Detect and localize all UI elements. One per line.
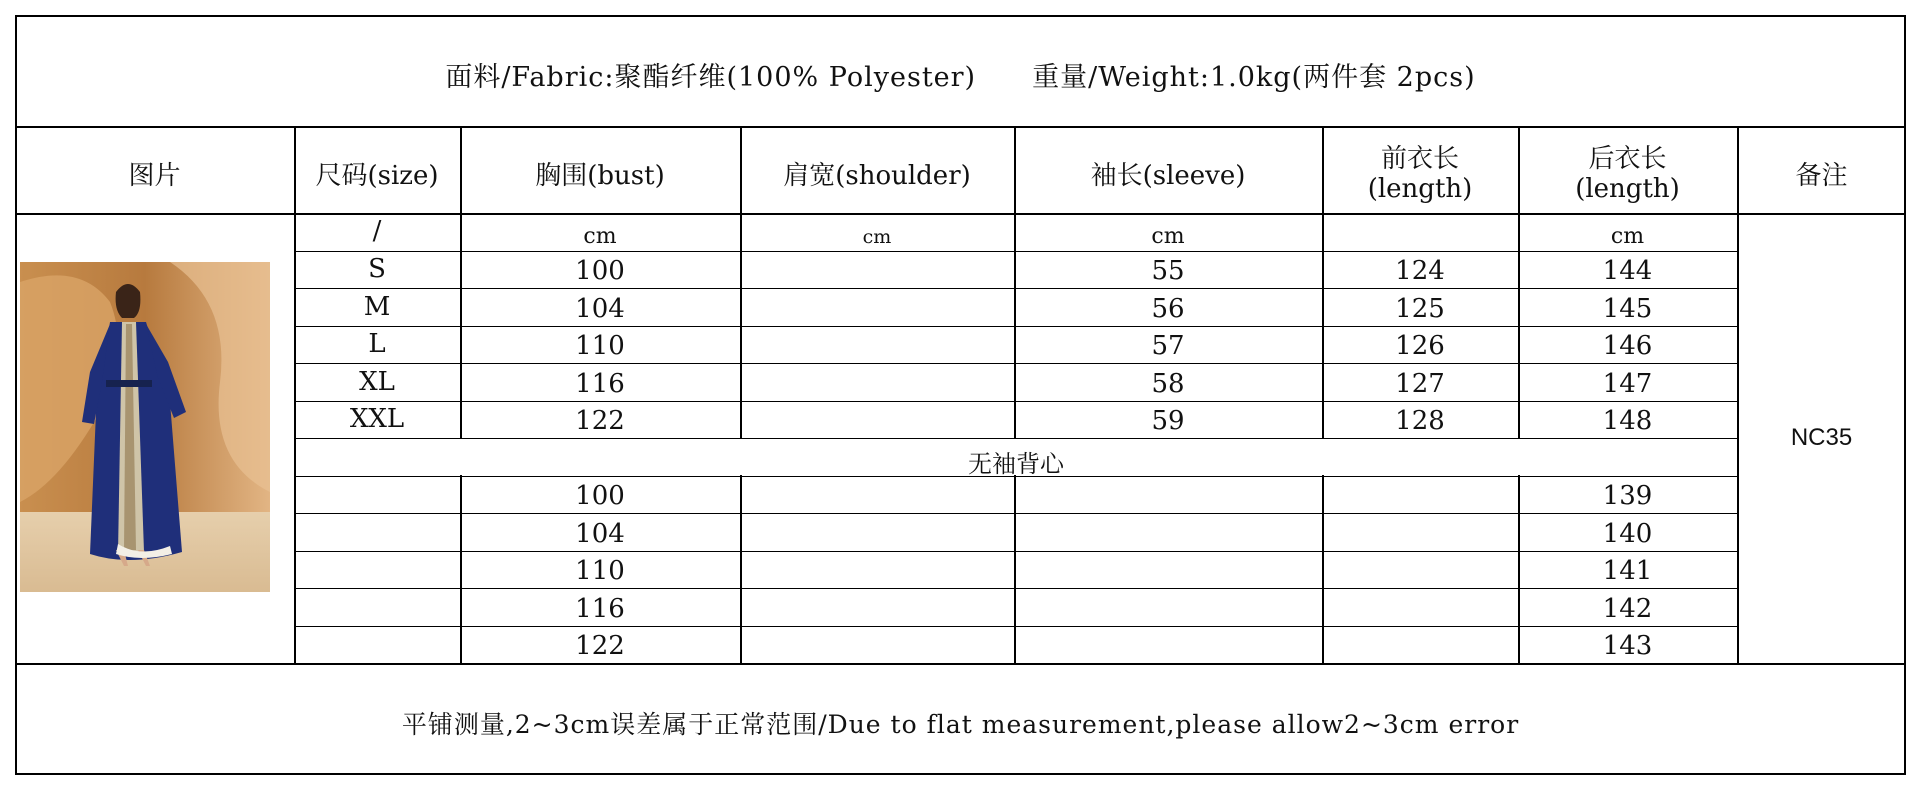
row-rule [294, 363, 1738, 364]
size-XXL: XXL [349, 404, 405, 434]
header-front-length-en: (length) [1367, 174, 1473, 204]
front-XL: 127 [1395, 369, 1445, 399]
vest-bust: 104 [575, 519, 625, 549]
col-divider [1737, 126, 1739, 665]
row-rule [294, 251, 1738, 252]
header-remark: 备注 [1795, 161, 1848, 191]
header-bust: 胸围(bust) [535, 161, 665, 191]
front-M: 125 [1395, 294, 1445, 324]
vest-back: 139 [1602, 481, 1653, 511]
vest-bust: 110 [575, 556, 625, 586]
unit-shoulder: cm [862, 226, 892, 248]
row-rule [294, 288, 1738, 289]
row-rule [294, 551, 1738, 552]
measurement-note: 平铺测量,2~3cm误差属于正常范围/Due to flat measurement,please allow2~3cm error [401, 710, 1520, 739]
header-image: 图片 [128, 161, 181, 191]
fabric-weight-title: 面料/Fabric:聚酯纤维(100% Polyester) 重量/Weight:1.0kg(两件套 2pcs) [445, 62, 1476, 93]
product-photo [20, 262, 270, 592]
vest-back: 141 [1602, 556, 1653, 586]
vest-back: 143 [1602, 631, 1653, 661]
row-rule [294, 513, 1738, 514]
front-L: 126 [1395, 331, 1445, 361]
header-top-rule [15, 126, 1906, 128]
size-XL: XL [359, 367, 395, 397]
model-in-abaya-image [20, 262, 270, 592]
header-bottom-rule [15, 213, 1906, 215]
unit-sleeve: cm [1151, 224, 1185, 249]
size-L: L [368, 329, 386, 359]
header-front-length: 前衣长 [1380, 144, 1459, 174]
back-XXL: 148 [1602, 406, 1653, 436]
vest-back: 140 [1602, 519, 1653, 549]
row-rule [294, 401, 1738, 402]
col-divider [740, 126, 742, 665]
remark-code: NC35 [1790, 424, 1853, 451]
header-back-length-en: (length) [1575, 174, 1680, 204]
sleeve-M: 56 [1151, 294, 1185, 324]
back-XL: 147 [1602, 369, 1653, 399]
bust-L: 110 [575, 331, 625, 361]
bust-S: 100 [575, 256, 625, 286]
vest-bust: 116 [575, 594, 625, 624]
footer-top-rule [15, 663, 1906, 665]
sleeve-L: 57 [1151, 331, 1185, 361]
sleeve-XXL: 59 [1151, 406, 1185, 436]
row-rule [294, 626, 1738, 627]
back-M: 145 [1602, 294, 1653, 324]
row-rule [294, 588, 1738, 589]
header-back-length: 后衣长 [1588, 144, 1667, 174]
back-S: 144 [1602, 256, 1653, 286]
bust-M: 104 [575, 294, 625, 324]
unit-bust: cm [583, 224, 617, 249]
vest-bust: 122 [575, 631, 625, 661]
header-size: 尺码(size) [315, 161, 439, 191]
unit-size: / [372, 216, 382, 246]
header-sleeve: 袖长(sleeve) [1090, 161, 1246, 191]
vest-bust: 100 [575, 481, 625, 511]
front-XXL: 128 [1395, 406, 1445, 436]
sleeve-XL: 58 [1151, 369, 1185, 399]
vest-label: 无袖背心 [968, 451, 1064, 478]
header-shoulder: 肩宽(shoulder) [783, 161, 971, 191]
unit-back: cm [1610, 224, 1645, 249]
size-M: M [363, 292, 391, 322]
vest-back: 142 [1602, 594, 1653, 624]
size-S: S [368, 254, 386, 284]
front-S: 124 [1395, 256, 1445, 286]
bust-XXL: 122 [575, 406, 625, 436]
bust-XL: 116 [575, 369, 625, 399]
back-L: 146 [1602, 331, 1653, 361]
sleeve-S: 55 [1151, 256, 1185, 286]
row-rule [294, 326, 1738, 327]
